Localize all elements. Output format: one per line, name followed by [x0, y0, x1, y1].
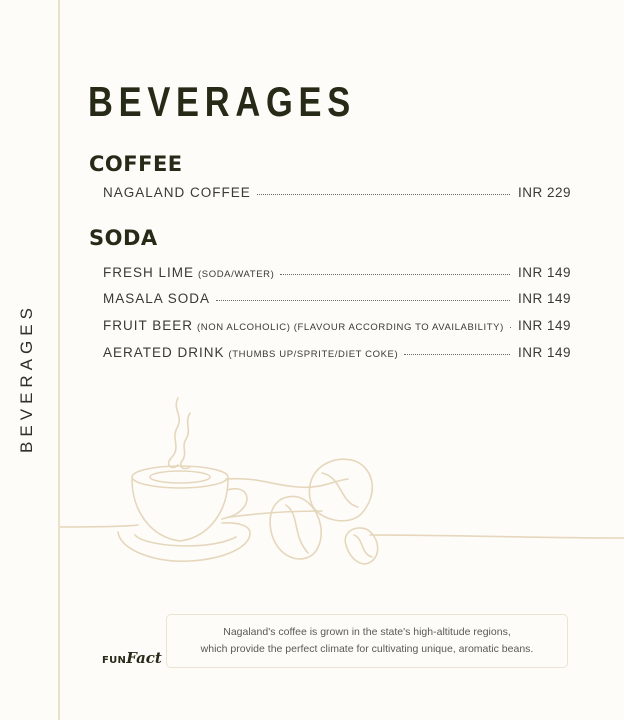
item-name: FRUIT BEER — [103, 318, 194, 333]
item-note: (NON ALCOHOLIC) (FLAVOUR ACCORDING TO AVAILABILITY) — [197, 322, 504, 333]
item-price: INR 149 — [517, 265, 571, 280]
fun-fact-box — [166, 614, 568, 668]
fun-fact-line-2: which provide the perfect climate for cultivating unique, aromatic beans. — [200, 643, 534, 655]
dot-leader — [404, 353, 510, 355]
dot-leader — [216, 299, 510, 301]
left-margin-line — [58, 0, 60, 720]
item-price: INR 149 — [517, 291, 571, 306]
menu-item-nagaland-coffee — [103, 185, 571, 205]
item-name: NAGALAND COFFEE — [103, 185, 251, 200]
section-heading-coffee: COFFEE — [89, 152, 183, 176]
coffee-cup-line-art — [60, 385, 624, 585]
fun-fact-logo-fact: Fact — [126, 649, 162, 667]
coffee-bean-icon — [270, 496, 321, 559]
item-note: (SODA/WATER) — [198, 269, 275, 280]
page-title: BEVERAGES — [88, 78, 356, 125]
dot-leader — [280, 273, 510, 275]
menu-item-fruit-beer — [103, 318, 571, 338]
fun-fact-logo-fun: FUN — [102, 655, 127, 666]
item-name: MASALA SODA — [103, 291, 211, 306]
item-price: INR 229 — [517, 185, 571, 200]
item-name: FRESH LIME — [103, 265, 195, 280]
item-note: (THUMBS UP/SPRITE/DIET COKE) — [228, 349, 399, 360]
dot-leader — [257, 193, 510, 195]
item-name: AERATED DRINK — [103, 345, 225, 360]
section-heading-soda: SODA — [89, 226, 158, 250]
fun-fact-logo — [102, 648, 162, 667]
menu-item-masala-soda — [103, 291, 571, 311]
item-price: INR 149 — [517, 345, 571, 360]
item-price: INR 149 — [517, 318, 571, 333]
menu-item-fresh-lime — [103, 265, 571, 285]
side-section-label: BEVERAGES — [17, 303, 36, 453]
menu-item-aerated-drink — [103, 345, 571, 365]
fun-fact-line-1: Nagaland's coffee is grown in the state's high-altitude regions, — [223, 626, 511, 638]
